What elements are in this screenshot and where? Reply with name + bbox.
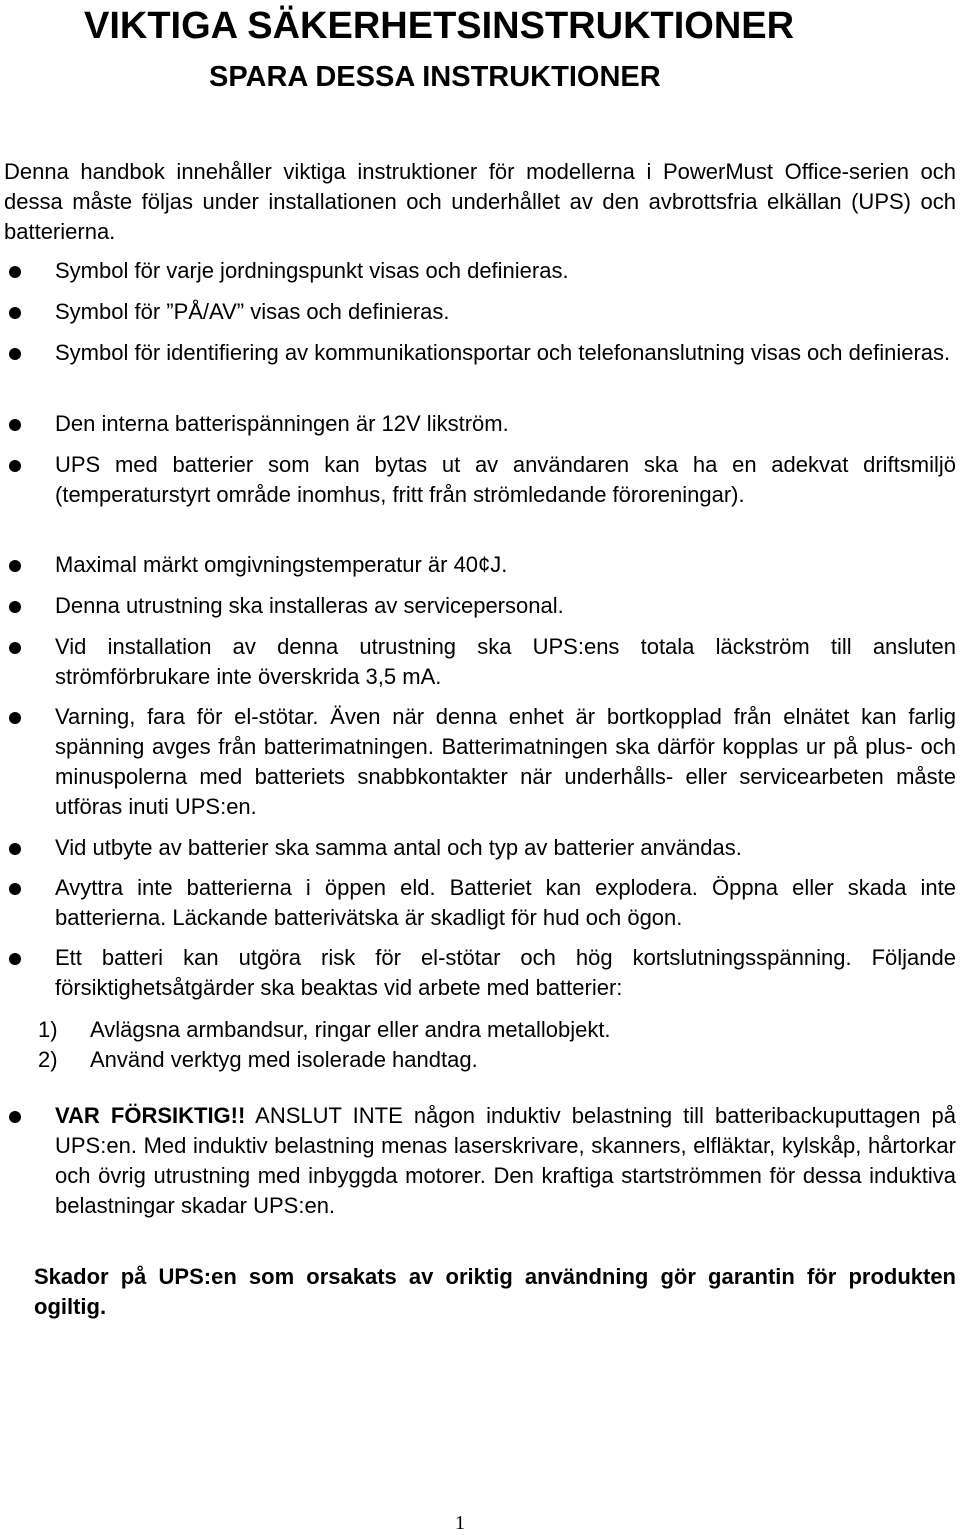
bullet-icon (9, 419, 21, 431)
list-item-text: UPS med batterier som kan bytas ut av användaren ska ha en adekvat driftsmiljö (temperaturstyrt område inomhus, fritt från strömledande föroreningar). (55, 452, 956, 507)
list-item-text: Denna utrustning ska installeras av servicepersonal. (55, 593, 564, 618)
bullet-icon (9, 883, 21, 895)
bullet-icon (9, 348, 21, 360)
bullet-icon (9, 266, 21, 278)
caution-body: ANSLUT INTE någon induktiv belastning till batteribackuputtagen på UPS:en. Med induktiv belastning menas laserskrivare, skanners, elfläktar, kylskåp, hårtorkar och övrig utrustning med inbyggda motorer. Den kraftiga startströmmen för dessa induktiva belastningar skadar UPS:en. (55, 1103, 957, 1218)
list-item-text: Vid utbyte av batterier ska samma antal och typ av batterier användas. (55, 835, 742, 860)
numbered-item (38, 1015, 611, 1045)
intro-paragraph: Denna handbok innehåller viktiga instruktioner för modellerna i PowerMust Office-serien och dessa måste följas under installationen och underhållet av den avbrottsfria elkällan (UPS) och batterierna. (4, 159, 956, 244)
numbered-item-text: Avlägsna armbandsur, ringar eller andra metallobjekt. (90, 1017, 611, 1042)
bullet-icon (9, 953, 21, 965)
bullet-icon (9, 601, 21, 613)
list-item-text: Ett batteri kan utgöra risk för el-stötar och hög kortslutningsspänning. Följande försiktighetsåtgärder ska beaktas vid arbete med batterier: (55, 945, 956, 1000)
list-item-text: Avyttra inte batterierna i öppen eld. Batteriet kan explodera. Öppna eller skada inte batterierna. Läckande batterivätska är skadligt för hud och ögon. (55, 875, 956, 930)
warranty-note: Skador på UPS:en som orsakats av oriktig användning gör garantin för produkten ogiltig. (34, 1264, 956, 1319)
bullet-icon (9, 843, 21, 855)
bullet-icon (9, 307, 21, 319)
page-subtitle: SPARA DESSA INSTRUKTIONER (209, 61, 661, 93)
bullet-icon (9, 460, 21, 472)
caution-label: VAR FÖRSIKTIG!! (55, 1103, 246, 1128)
list-item-text: Symbol för identifiering av kommunikationsportar och telefonanslutning visas och definieras. (55, 340, 951, 365)
bullet-icon (9, 712, 21, 724)
caution-text (55, 1101, 956, 1221)
list-item-text: Varning, fara för el-stötar. Även när denna enhet är bortkopplad från elnätet kan farlig spänning avges från batterimatningen. Batterimatningen ska därför kopplas ur på plus- och minuspolerna med batteriets snabbkontakter när underhålls- eller servicearbeten måste utföras inuti UPS:en. (55, 704, 956, 819)
list-item-text: Symbol för varje jordningspunkt visas och definieras. (55, 258, 569, 283)
bullet-icon (9, 642, 21, 654)
list-item-text: Vid installation av denna utrustning ska UPS:ens totala läckström till ansluten strömförbrukare inte överskrida 3,5 mA. (55, 634, 956, 689)
numbered-item-text: Använd verktyg med isolerade handtag. (90, 1047, 478, 1072)
list-item-text: Maximal märkt omgivningstemperatur är 40¢J. (55, 552, 508, 577)
numbered-item-number: 1) (38, 1017, 58, 1042)
bullet-icon (9, 1111, 21, 1123)
list-item-text: Den interna batterispänningen är 12V likström. (55, 411, 509, 436)
page-number: 1 (455, 1512, 465, 1534)
list-item-text: Symbol för ”PÅ/AV” visas och definieras. (55, 299, 450, 324)
numbered-item-number: 2) (38, 1047, 58, 1072)
bullet-icon (9, 560, 21, 572)
page-title: VIKTIGA SÄKERHETSINSTRUKTIONER (84, 5, 795, 47)
numbered-item (38, 1045, 478, 1075)
